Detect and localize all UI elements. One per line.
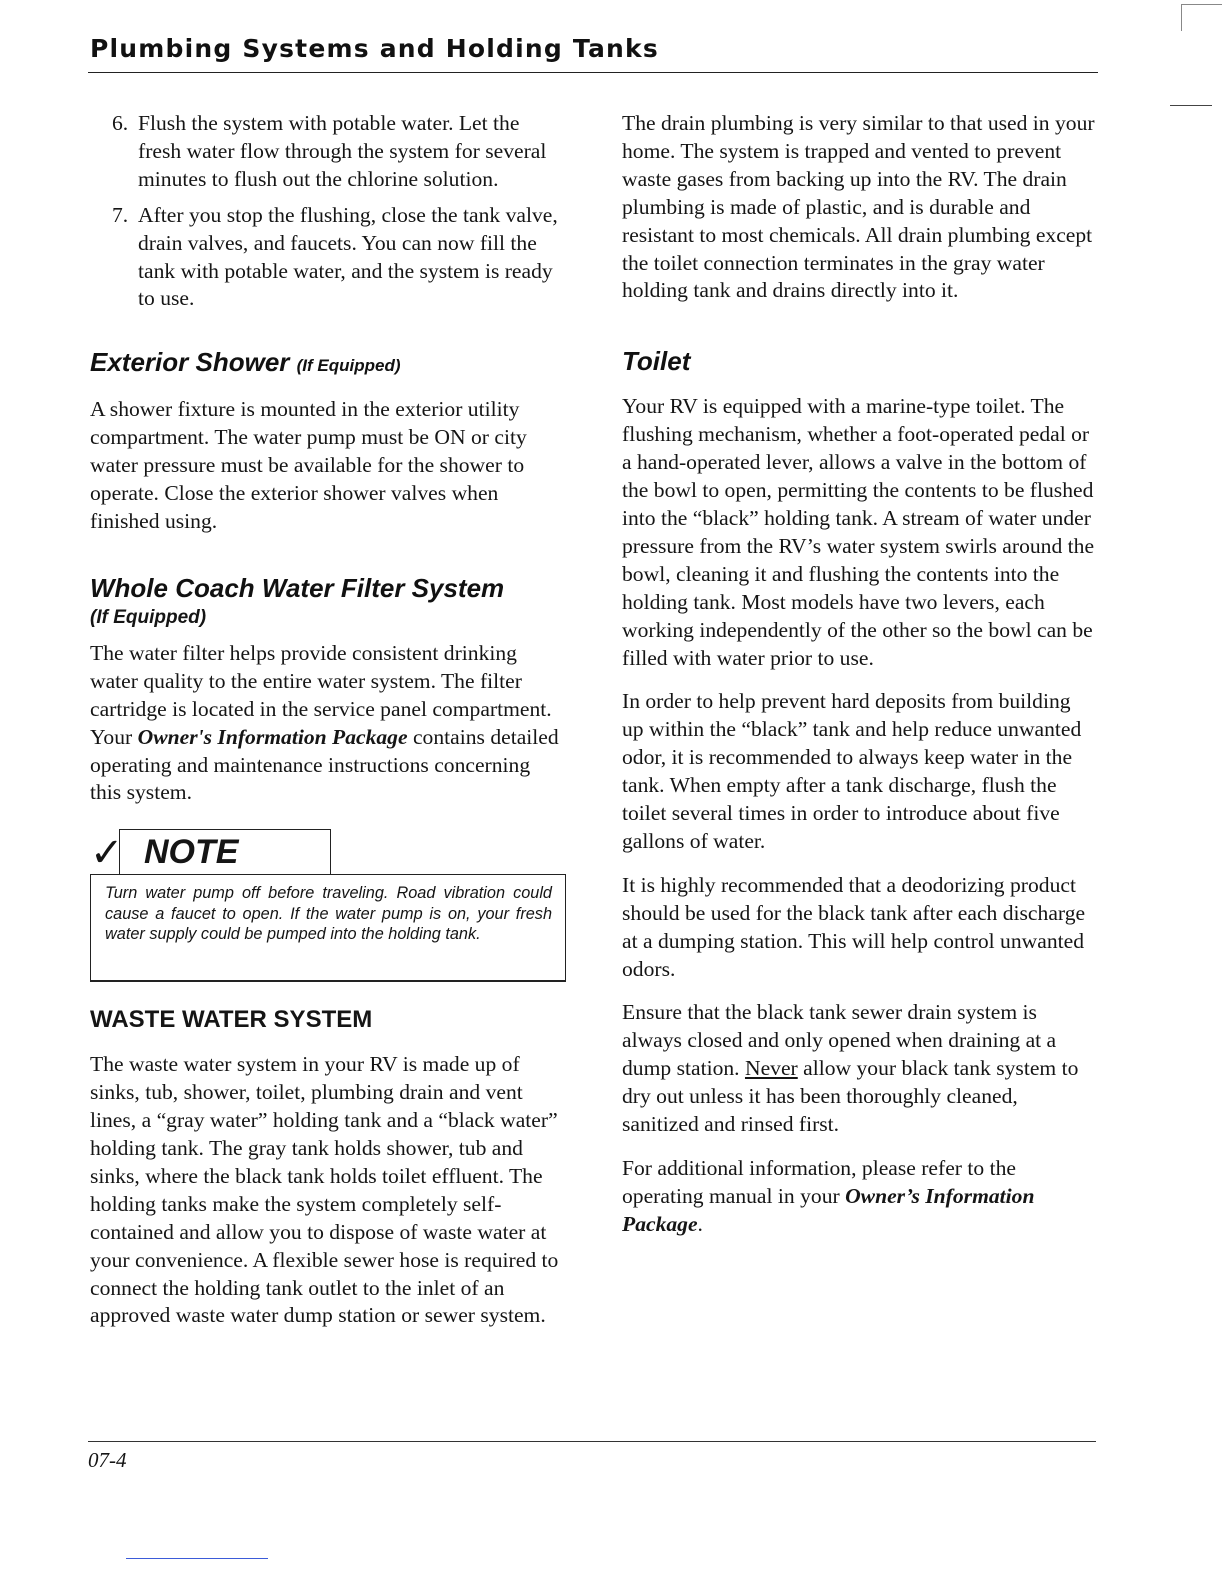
footer-rule [88, 1441, 1096, 1442]
toilet-paragraph-3: It is highly recommended that a deodorizing product should be used for the black tank after each discharge at a dumping station. This will help control unwanted odors. [622, 872, 1086, 981]
crop-mark-top [1181, 4, 1222, 31]
exterior-shower-title: Exterior Shower [90, 347, 290, 378]
water-filter-qualifier: (If Equipped) [90, 606, 207, 628]
exterior-shower-body: A shower fixture is mounted in the exterior utility compartment. The water pump must be ON or city water pressure must be available for the shower to operate. Close the exterior shower valves when finished using. [90, 397, 527, 533]
checkmark-icon: ✓ [90, 830, 124, 877]
toilet-paragraph-4 [622, 999, 1097, 1139]
water-filter-body-pre: The water filter helps provide consistent drinking water quality to the entire water system. The filter cartridge is located in the service panel compartment. Your [90, 640, 552, 749]
owners-package-ref: Owner's Information Package [137, 724, 408, 749]
note-text: Turn water pump off before traveling. Road vibration could cause a faucet to open. If the water pump is on, your fresh water supply could be pumped into the holding tank. [105, 884, 552, 944]
crop-mark-right [1170, 105, 1212, 106]
water-filter-body [90, 640, 565, 807]
step-number: 7. [112, 202, 129, 227]
drain-plumbing-body: The drain plumbing is very similar to that used in your home. The system is trapped and vented to prevent waste gases from backing up into the RV. The drain plumbing is made of plastic, and is durable and resistant to most chemicals. All drain plumbing except the toilet connection terminates in the gray water holding tank and drains directly into it. [622, 111, 1095, 303]
p5-pre: For additional information, please refer to the operating manual in your [622, 1156, 1016, 1208]
waste-water-body: The waste water system in your RV is made up of sinks, tub, shower, toilet, plumbing drain and vent lines, a “gray water” holding tank and a “black water” holding tank. The gray tank holds shower, tub and sinks, where the black tank holds toilet effluent. The holding tanks make the system completely self-contained and allow you to dispose of waste water at your convenience. A flexible sewer hose is required to connect the holding tank outlet to the inlet of an approved waste water dump station or sewer system. [90, 1052, 559, 1328]
toilet-paragraph-5 [622, 1155, 1097, 1239]
page-number: 07-4 [88, 1448, 127, 1472]
toilet-paragraph-2: In order to help prevent hard deposits from building up within the “black” tank and help reduce unwanted odor, it is recommended to always keep water in the tank. When empty after a tank discharge, flush the toilet several times in order to introduce about five gallons of water. [622, 689, 1082, 853]
step-number: 6. [112, 111, 129, 135]
p4-pre: Ensure that the black tank sewer drain system is always closed and only opened when draining at a dump station. [622, 1000, 1057, 1081]
header-rule [88, 72, 1098, 73]
page-title: Plumbing Systems and Holding Tanks [90, 34, 659, 63]
left-column [90, 110, 565, 1330]
toilet-heading: Toilet [622, 346, 691, 377]
step-6 [112, 110, 565, 194]
note-title: NOTE [144, 833, 239, 872]
step-text: Flush the system with potable water. Let the fresh water flow through the system for several minutes to flush out the chlorine solution. [138, 111, 547, 191]
note-box [90, 874, 566, 982]
note-tab [119, 829, 331, 874]
step-7 [112, 202, 565, 314]
exterior-shower-heading [90, 346, 565, 382]
exterior-shower-qualifier: (If Equipped) [296, 356, 401, 376]
never-emphasis: Never [744, 1056, 798, 1081]
p4-post: allow your black tank system to dry out unless it has been thoroughly cleaned, sanitized and rinsed first. [622, 1056, 1079, 1137]
step-text: After you stop the flushing, close the tank valve, drain valves, and faucets. You can now fill the tank with potable water, and the system is ready to use. [138, 202, 558, 311]
p5-post: . [697, 1211, 703, 1236]
water-filter-body-post: contains detailed operating and maintenance instructions concerning this system. [90, 724, 559, 805]
right-column [622, 110, 1097, 1239]
waste-water-heading: WASTE WATER SYSTEM [90, 1006, 373, 1034]
water-filter-heading: Whole Coach Water Filter System [90, 572, 505, 603]
toilet-paragraph-1: Your RV is equipped with a marine-type toilet. The flushing mechanism, whether a foot-operated pedal or a hand-operated lever, allows a valve in the bottom of the bowl to open, permitting the contents to be flushed into the “black” holding tank. A stream of water under pressure from the RV’s water system swirls around the bowl, cleaning it and flushing the contents into the holding tank. Most models have two levers, each working independently of the other so the bowl can be filled with water prior to use. [622, 394, 1095, 670]
owners-package-ref: Owner’s Information Package [622, 1183, 1035, 1236]
bottom-accent-line [126, 1558, 268, 1559]
note-callout [90, 829, 565, 979]
